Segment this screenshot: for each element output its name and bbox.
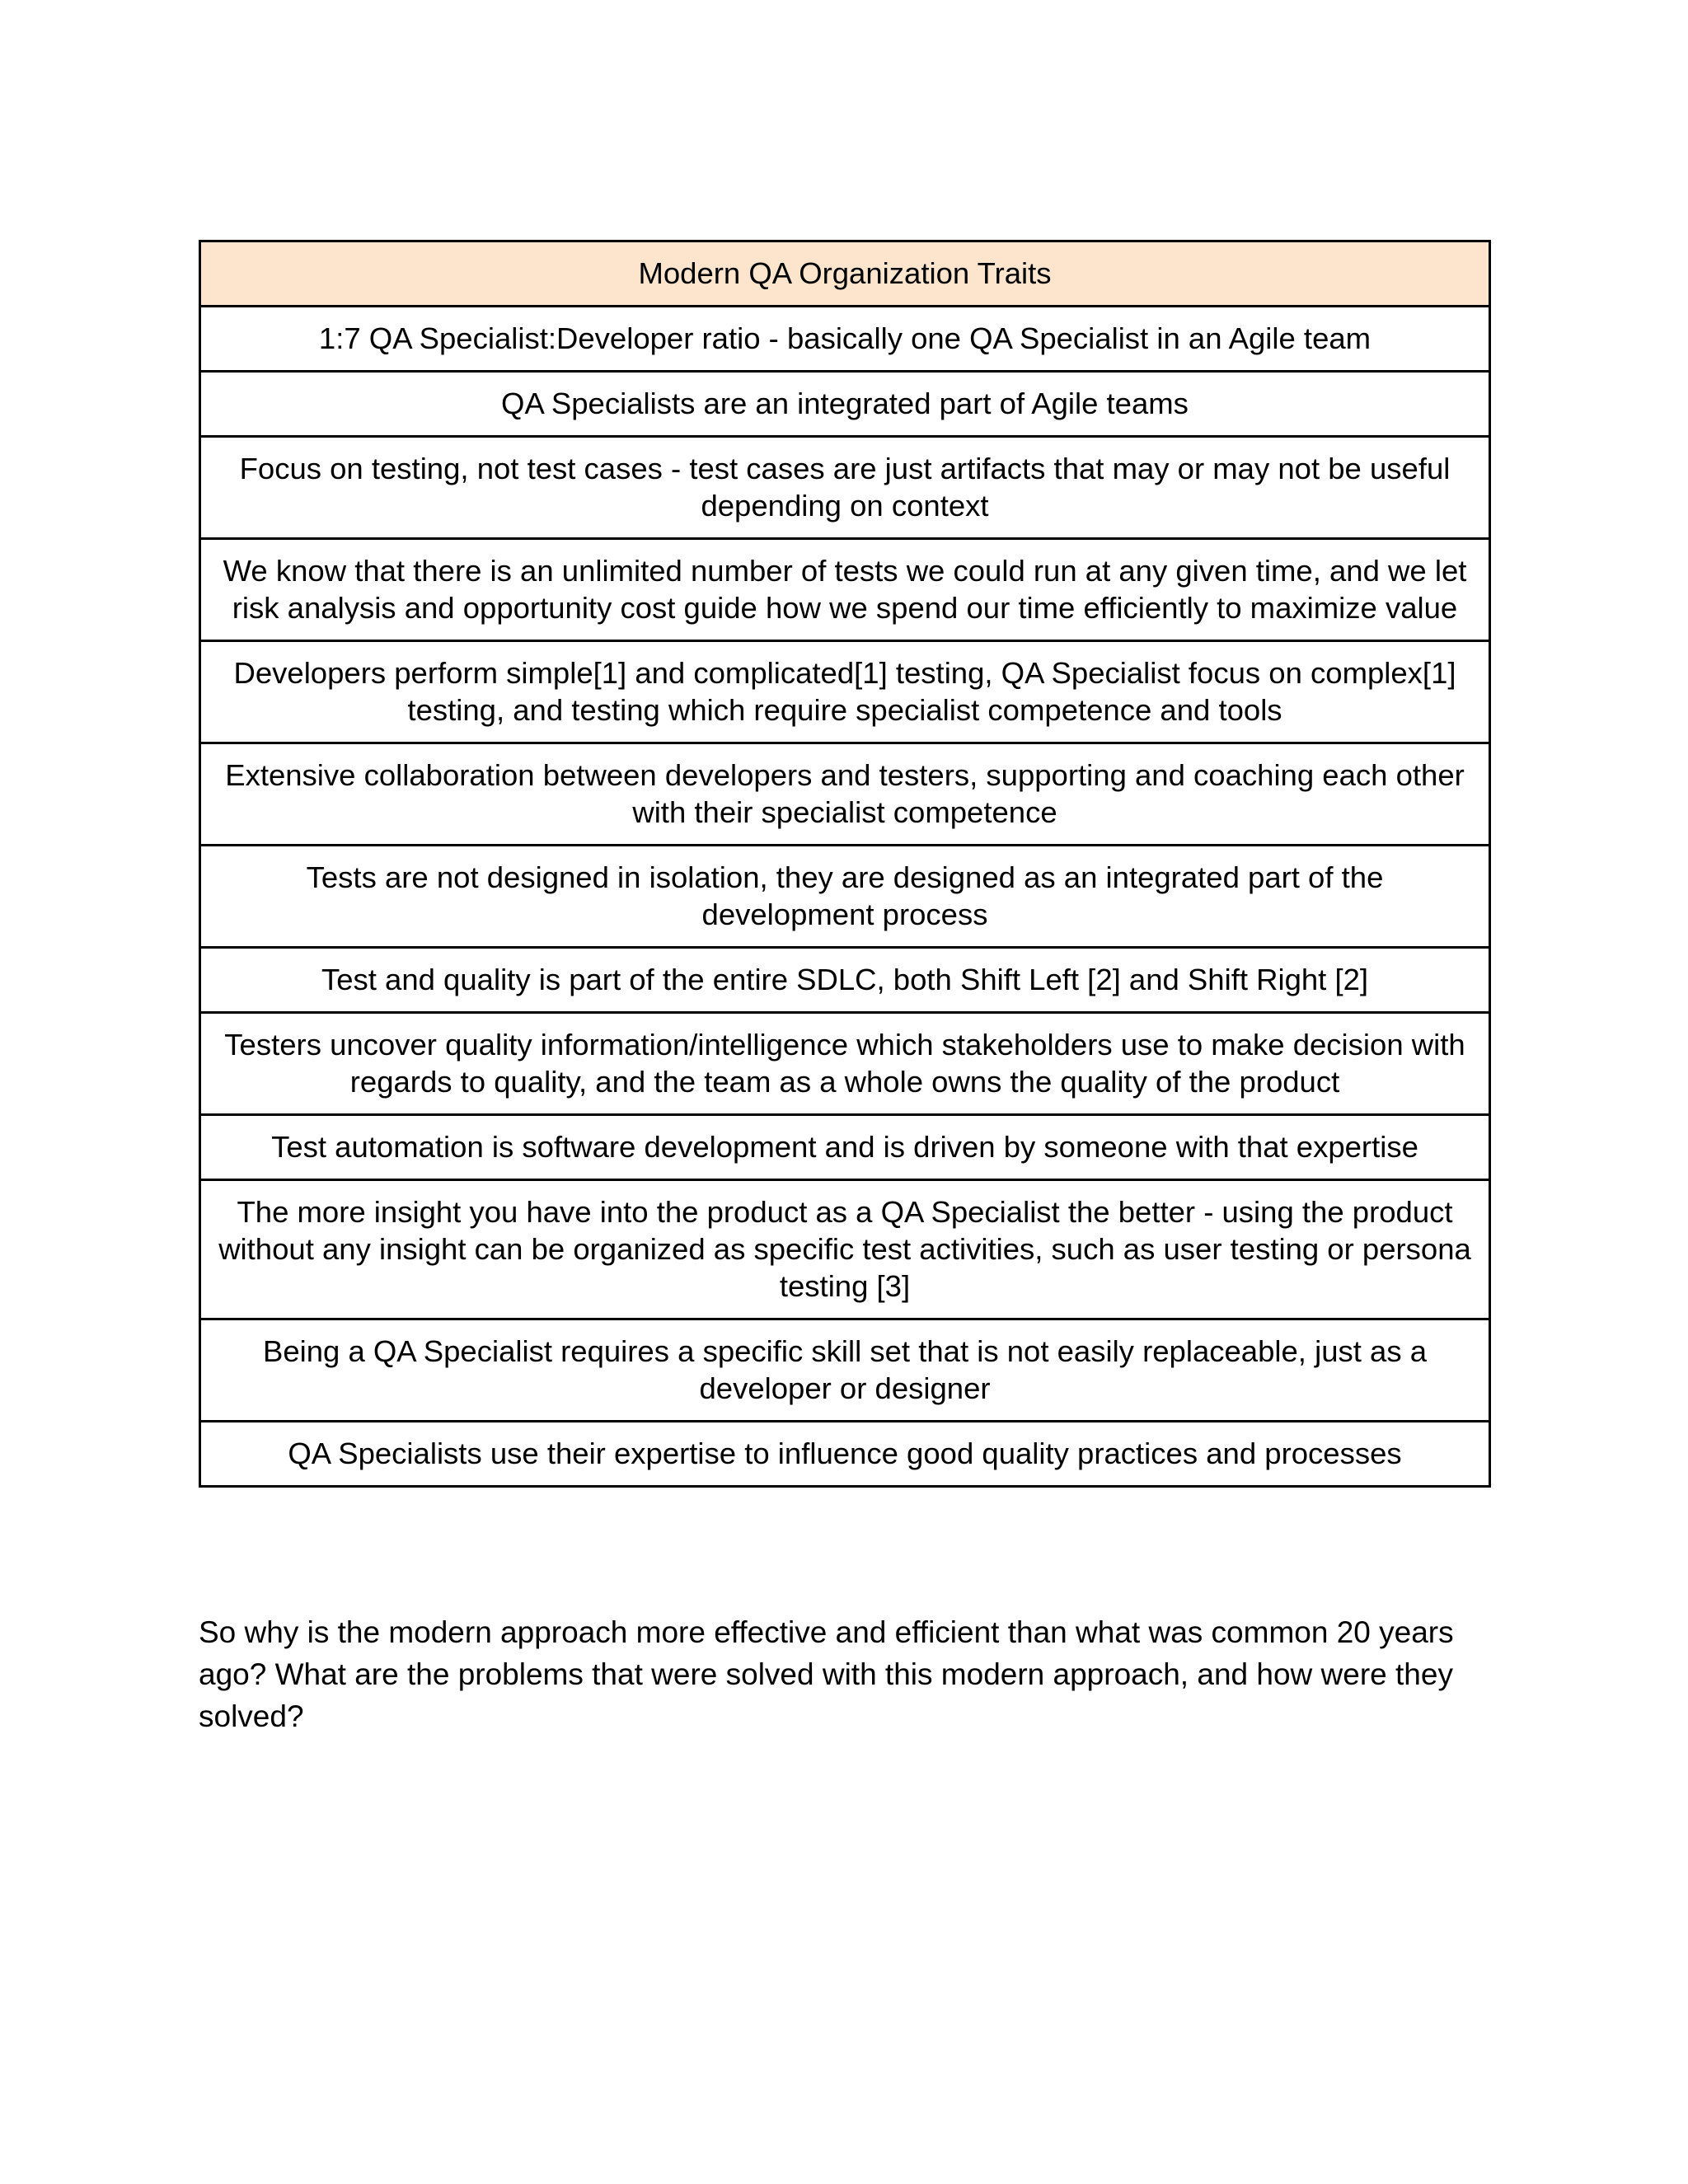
table-row: [200, 1115, 1490, 1180]
table-cell-11: The more insight you have into the product as a QA Specialist the better - using the product without any insight can be organized as specific test activities, such as user testing or persona testing [3]: [200, 1180, 1490, 1319]
table-cell-9: Testers uncover quality information/intelligence which stakeholders use to make decision with regards to quality, and the team as a whole owns the quality of the product: [200, 1013, 1490, 1115]
table-row: [200, 1180, 1490, 1319]
table-row: [200, 539, 1490, 641]
table-cell-10: Test automation is software development and is driven by someone with that expertise: [200, 1115, 1490, 1180]
table-row: [200, 437, 1490, 539]
table-header-cell: Modern QA Organization Traits: [200, 241, 1490, 307]
table-cell-7: Tests are not designed in isolation, they are designed as an integrated part of the development process: [200, 846, 1490, 948]
table-row: [200, 307, 1490, 372]
table-row: [200, 1013, 1490, 1115]
table-cell-1: 1:7 QA Specialist:Developer ratio - basically one QA Specialist in an Agile team: [200, 307, 1490, 372]
table-cell-5: Developers perform simple[1] and complicated[1] testing, QA Specialist focus on complex[1] testing, and testing which require specialist competence and tools: [200, 641, 1490, 743]
table-row: [200, 743, 1490, 846]
table-row: [200, 641, 1490, 743]
traits-table: [199, 240, 1491, 1488]
table-cell-6: Extensive collaboration between developers and testers, supporting and coaching each other with their specialist competence: [200, 743, 1490, 846]
table-cell-3: Focus on testing, not test cases - test cases are just artifacts that may or may not be useful depending on context: [200, 437, 1490, 539]
table-cell-2: QA Specialists are an integrated part of Agile teams: [200, 372, 1490, 437]
table-row: [200, 948, 1490, 1013]
table-header-row: [200, 241, 1490, 307]
table-cell-12: Being a QA Specialist requires a specific skill set that is not easily replaceable, just as a developer or designer: [200, 1319, 1490, 1422]
table-cell-4: We know that there is an unlimited number of tests we could run at any given time, and we let risk analysis and opportunity cost guide how we spend our time efficiently to maximize value: [200, 539, 1490, 641]
table-cell-8: Test and quality is part of the entire SDLC, both Shift Left [2] and Shift Right [2]: [200, 948, 1490, 1013]
table-row: [200, 1422, 1490, 1487]
table-row: [200, 846, 1490, 948]
question-paragraph: So why is the modern approach more effective and efficient than what was common 20 years ago? What are the problems that were solved with this modern approach, and how were they solved?: [199, 1615, 1454, 1733]
table-row: [200, 372, 1490, 437]
table-row: [200, 1319, 1490, 1422]
table-cell-13: QA Specialists use their expertise to influence good quality practices and processes: [200, 1422, 1490, 1487]
